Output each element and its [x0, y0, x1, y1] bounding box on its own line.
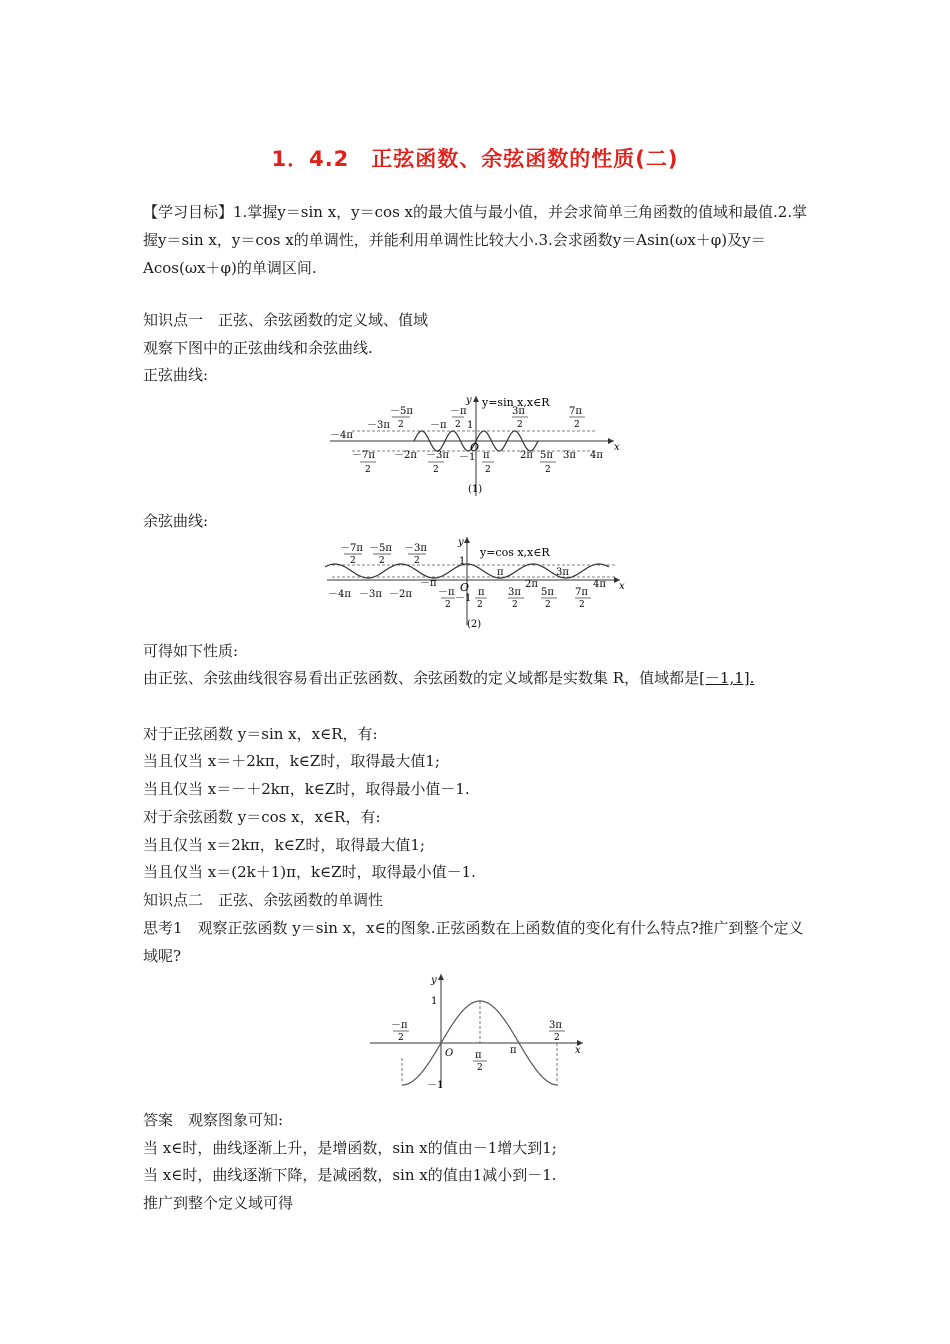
svg-text:2: 2 [414, 556, 420, 566]
sine-tick-7halfpi: 7π [569, 406, 582, 417]
sine-tick-neg3pi: －3π [367, 420, 390, 431]
objectives-label: 【学习目标】 [143, 203, 234, 221]
observe-text: 观察下图中的正弦曲线和余弦曲线. [143, 339, 373, 357]
domain-text: 由正弦、余弦曲线很容易看出正弦函数、余弦函数的定义域都是实数集 R，值域都是 [143, 669, 700, 687]
sine-tick-den-c: 2 [517, 420, 523, 430]
sine-origin-label: O [470, 441, 480, 454]
cosine-tick-neg3pi: －3π [359, 589, 382, 600]
sine-tick-4pi: 4π [590, 450, 603, 461]
svg-text:－π: －π [438, 587, 455, 598]
answer-line-2: 当 x∈时，曲线逐渐下降，是减函数，sin x的值由1减小到－1. [143, 1166, 557, 1184]
section1-heading: 知识点一 正弦、余弦函数的定义域、值域 [143, 311, 429, 329]
sine-tick-neg3halfpi: －3π [426, 450, 449, 461]
cos-max: 当且仅当 x＝2kπ，k∈Z时，取得最大值1; [143, 836, 425, 854]
sine-tick-neg7pi: －7π [352, 450, 375, 461]
svg-text:－5π: －5π [369, 543, 392, 554]
fig3-one-label: 1 [431, 996, 438, 1007]
fig3-den-c: 2 [554, 1033, 560, 1043]
fig3-x-axis-label: x [575, 1045, 581, 1056]
svg-text:2: 2 [445, 600, 451, 610]
svg-text:－3π: －3π [404, 543, 427, 554]
cosine-tick-3pi: 3π [556, 567, 569, 578]
cosine-tick-2pi: 2π [525, 579, 538, 590]
sine-monotonic-figure [365, 966, 590, 1094]
fig3-den-b: 2 [477, 1063, 483, 1073]
svg-text:2: 2 [433, 465, 439, 475]
sine-tick-halfpi: π [483, 450, 490, 461]
sine-y-axis-label: y [466, 395, 472, 406]
props-intro: 可得如下性质: [143, 642, 239, 660]
sine-tick-den-a: 2 [398, 420, 404, 430]
svg-text:－7π: －7π [340, 543, 363, 554]
sine-tick-5halfpi: 5π [540, 450, 553, 461]
sine-tick-neg2pi: －2π [394, 450, 417, 461]
sine-curve-label: 正弦曲线: [143, 366, 209, 384]
svg-text:5π: 5π [541, 587, 554, 598]
svg-text:2: 2 [545, 465, 551, 475]
fig3-tick-3halfpi: 3π [549, 1020, 562, 1031]
svg-text:2: 2 [545, 600, 551, 610]
sine-tick-neg5pi: －5π [390, 406, 413, 417]
sine-tick-den-b: 2 [455, 420, 461, 430]
generalize-text: 推广到整个定义域可得 [143, 1194, 294, 1212]
cosine-tick-4pi: 4π [593, 579, 606, 590]
sine-tick-3pi: 3π [563, 450, 576, 461]
answer-line-1: 当 x∈时，曲线逐渐上升，是增函数，sin x的值由－1增大到1; [143, 1139, 557, 1157]
svg-text:2: 2 [579, 600, 585, 610]
sine-func-label: y=sin x,x∈R [482, 396, 550, 409]
cosine-func-label: y=cos x,x∈R [480, 546, 550, 559]
svg-text:2: 2 [485, 465, 491, 475]
domain-range-text [143, 664, 811, 692]
page-title: 1．4.2 正弦函数、余弦函数的性质(二) [271, 147, 679, 171]
cos-intro: 对于余弦函数 y＝cos x，x∈R，有: [143, 808, 381, 826]
fig3-tick-pi: π [510, 1045, 517, 1056]
cosine-tick-pi: π [497, 567, 504, 578]
sine-tick-2pi: 2π [520, 450, 533, 461]
sine-tick-neghalfpi: －π [450, 406, 467, 417]
svg-text:2: 2 [350, 556, 356, 566]
sine-figure-caption: (1) [468, 484, 483, 495]
sine-tick-den-d: 2 [574, 420, 580, 430]
cosine-curve-figure [322, 535, 627, 635]
cosine-tick-neg2pi: －2π [389, 589, 412, 600]
svg-text:3π: 3π [508, 587, 521, 598]
cosine-x-axis-label: x [619, 581, 625, 592]
sine-tick-neg4pi: －4π [330, 430, 353, 441]
svg-text:2: 2 [512, 600, 518, 610]
cosine-one-label: 1 [459, 556, 466, 567]
sine-tick-negpi: －π [430, 420, 447, 431]
answer-label: 答案 观察图象可知: [143, 1111, 284, 1129]
sin-intro: 对于正弦函数 y＝sin x，x∈R，有: [143, 725, 378, 743]
cosine-neg-one-label: －1 [455, 593, 472, 604]
learning-objectives [143, 198, 811, 282]
cosine-y-axis-label: y [458, 537, 464, 548]
cosine-curve-label: 余弦曲线: [143, 512, 209, 530]
think1-text: 思考1 观察正弦函数 y＝sin x，x∈的图象.正弦函数在上函数值的变化有什么特点?推广到整个定义域呢? [143, 919, 804, 965]
sine-curve-figure [322, 392, 622, 500]
cosine-origin-label: O [460, 581, 470, 594]
sine-x-axis-label: x [614, 442, 620, 453]
svg-text:π: π [478, 587, 485, 598]
objectives-text: 1.掌握y＝sin x，y＝cos x的最大值与最小值，并会求简单三角函数的值域和最值.2.掌握y＝sin x，y＝cos x的单调性，并能利用单调性比较大小.3.会求函数y＝Asin(ωx＋φ)及y＝Acos(ωx＋φ)的单调区间. [143, 203, 808, 277]
sine-tick-3halfpi: 3π [512, 406, 525, 417]
cosine-tick-neg4pi: －4π [328, 589, 351, 600]
sin-max: 当且仅当 x＝＋2kπ，k∈Z时，取得最大值1; [143, 752, 440, 770]
sin-min: 当且仅当 x＝－＋2kπ，k∈Z时，取得最小值－1. [143, 780, 470, 798]
cos-min: 当且仅当 x＝(2k＋1)π，k∈Z时，取得最小值－1. [143, 863, 476, 881]
svg-text:2: 2 [379, 556, 385, 566]
svg-text:7π: 7π [575, 587, 588, 598]
fig3-tick-halfpi: π [475, 1050, 482, 1061]
fig3-y-axis-label: y [431, 975, 437, 986]
range-value: [－1,1]. [699, 669, 755, 687]
svg-text:2: 2 [365, 465, 371, 475]
fig3-tick-neghalfpi: －π [391, 1020, 408, 1031]
cosine-tick-negpi: －π [420, 578, 437, 589]
fig3-neg-one-label: －1 [427, 1080, 444, 1091]
svg-text:2: 2 [477, 600, 483, 610]
fig3-den-a: 2 [398, 1033, 404, 1043]
sine-neg-one-label: －1 [459, 452, 476, 463]
fig3-origin-label: O [445, 1048, 454, 1059]
cosine-figure-caption: (2) [467, 619, 482, 630]
sine-one-label: 1 [467, 420, 474, 431]
section2-heading: 知识点二 正弦、余弦函数的单调性 [143, 891, 384, 909]
